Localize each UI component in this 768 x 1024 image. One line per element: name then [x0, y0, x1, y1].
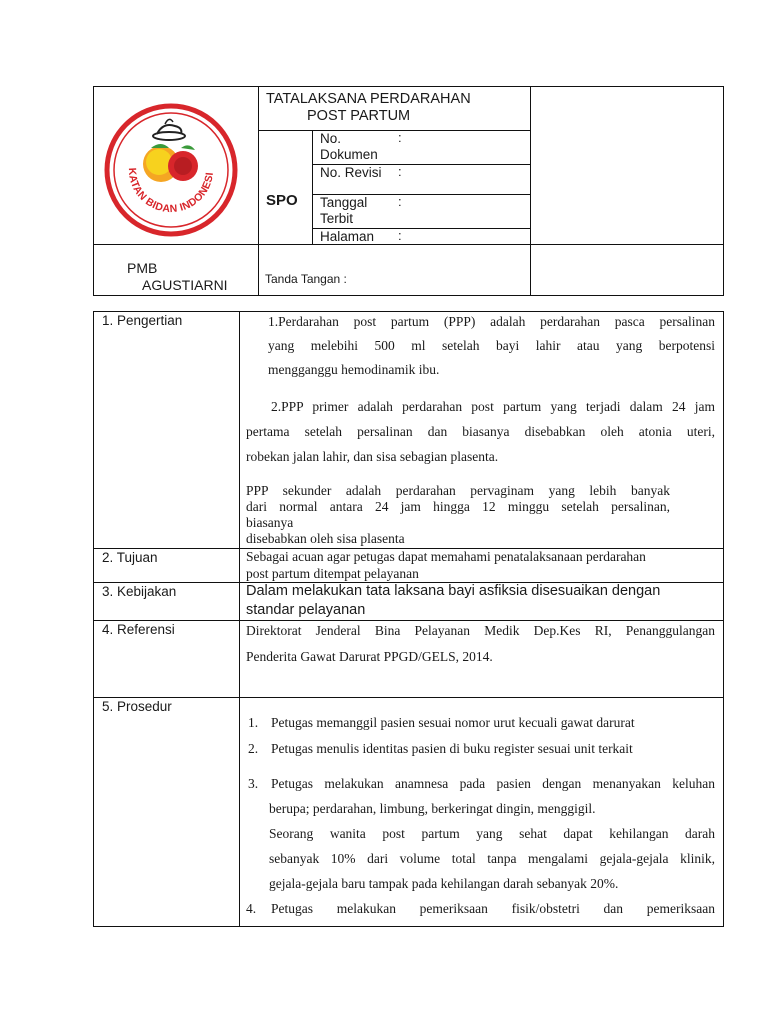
pengertian-p1-line1: 1.Perdarahan post partum (PPP) adalah perdarahan pasca persalinan	[268, 314, 715, 329]
org-name-line1: PMB	[127, 260, 158, 276]
no-dokumen-label-2: Dokumen	[320, 147, 378, 162]
prosedur-label: 5. Prosedur	[102, 699, 172, 714]
tanggal-terbit-label-2: Terbit	[320, 211, 354, 226]
no-revisi-colon: :	[398, 164, 402, 179]
pengertian-p2-line3: robekan jalan lahir, dan sisa sebagian plasenta.	[246, 449, 499, 464]
tanggal-terbit-colon: :	[398, 194, 402, 209]
pengertian-p1-line2: yang melebihi 500 ml setelah bayi lahir atau yang berpotensi	[268, 338, 715, 353]
prosedur-item-3-line3: Seorang wanita post partum yang sehat dapat kehilangan darah	[269, 826, 715, 841]
no-revisi-label: No. Revisi	[320, 165, 382, 180]
referensi-label: 4. Referensi	[102, 622, 175, 637]
pengertian-label: 1. Pengertian	[102, 313, 183, 328]
org-name-line2: AGUSTIARNI	[142, 277, 228, 293]
prosedur-item-4-line1: Petugas melakukan pemeriksaan fisik/obstetri dan pemeriksaan	[271, 901, 715, 916]
pengertian-p2-line2: pertama setelah persalinan dan biasanya disebabkan oleh atonia uteri,	[246, 424, 715, 439]
prosedur-item-3-line2: berupa; perdarahan, limbung, berkeringat dingin, menggigil.	[269, 801, 596, 816]
doc-title-line1: TATALAKSANA PERDARAHAN	[266, 91, 471, 107]
tujuan-line2: post partum ditempat pelayanan	[246, 566, 419, 581]
pengertian-p1-line3: mengganggu hemodinamik ibu.	[268, 362, 440, 377]
tujuan-line1: Sebagai acuan agar petugas dapat memahami penatalaksanaan perdarahan	[246, 549, 646, 564]
no-dokumen-colon: :	[398, 130, 402, 145]
prosedur-item-3-line4: sebanyak 10% dari volume total tanpa mengalami gejala-gejala klinik,	[269, 851, 715, 866]
tanggal-terbit-label: Tanggal	[320, 195, 368, 210]
prosedur-item-2-num: 2.	[248, 741, 259, 756]
tanda-tangan-label: Tanda Tangan :	[265, 272, 347, 286]
logo-text: KATAN BIDAN INDONESI	[125, 167, 216, 216]
prosedur-item-1-num: 1.	[248, 715, 259, 730]
kebijakan-line2: standar pelayanan	[246, 602, 366, 618]
kebijakan-label: 3. Kebijakan	[102, 584, 177, 599]
spo-label: SPO	[266, 192, 298, 209]
pengertian-p3-line4: disebabkan oleh sisa plasenta	[246, 531, 405, 546]
pengertian-p3-line1: PPP sekunder adalah perdarahan pervaginam yang lebih banyak	[246, 483, 670, 498]
pengertian-p2-line1: 2.PPP primer adalah perdarahan post partum yang terjadi dalam 24 jam	[271, 399, 715, 414]
prosedur-item-3-num: 3.	[248, 776, 259, 791]
prosedur-item-4-num: 4.	[246, 901, 257, 916]
referensi-line1: Direktorat Jenderal Bina Pelayanan Medik Dep.Kes RI, Penanggulangan	[246, 623, 715, 638]
tujuan-label: 2. Tujuan	[102, 550, 158, 565]
halaman-label: Halaman	[320, 229, 375, 244]
prosedur-item-3-line5: gejala-gejala baru tampak pada kehilangan darah sebanyak 20%.	[269, 876, 619, 891]
pengertian-p3-line3: biasanya	[246, 515, 294, 530]
doc-title-line2: POST PARTUM	[307, 108, 411, 124]
halaman-colon: :	[398, 228, 402, 243]
no-dokumen-label: No.	[320, 131, 342, 146]
pengertian-p3-line2: dari normal antara 24 jam hingga 12 minggu setelah persalinan,	[246, 499, 670, 514]
ibi-logo	[103, 102, 239, 238]
prosedur-item-2-text: Petugas menulis identitas pasien di buku register sesuai unit terkait	[271, 741, 633, 756]
prosedur-item-1-text: Petugas memanggil pasien sesuai nomor urut kecuali gawat darurat	[271, 715, 635, 730]
kebijakan-line1: Dalam melakukan tata laksana bayi asfiksia disesuaikan dengan	[246, 583, 661, 599]
referensi-line2: Penderita Gawat Darurat PPGD/GELS, 2014.	[246, 649, 493, 664]
prosedur-item-3-line1: Petugas melakukan anamnesa pada pasien dengan menanyakan keluhan	[271, 776, 715, 791]
